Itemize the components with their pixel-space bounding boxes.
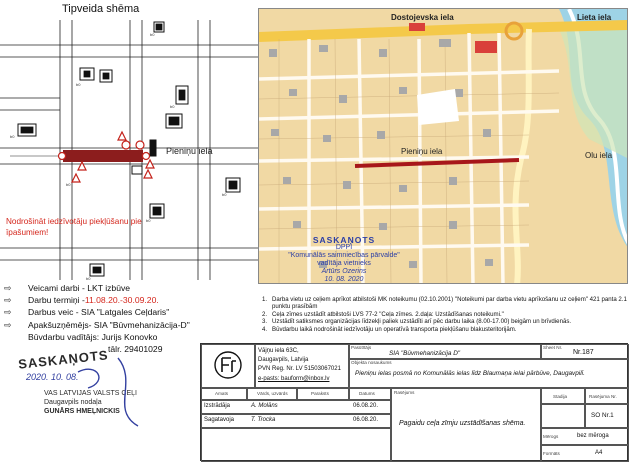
legend-row-dates [4,294,254,306]
work-zone [63,150,143,162]
scheme-diagram [0,0,258,285]
arrow-icon: ⇨ [4,307,12,318]
scheme-title: Tipveida shēma [62,3,140,15]
row-date: 06.08.20. [353,417,379,423]
svg-text:b0: b0 [86,276,91,281]
legend-row-works [4,282,254,294]
scheme-drawing [0,0,258,285]
row-role: Izstrādāja [204,403,231,409]
object-value: Pieniņu ielas posmā no Komunālās ielas līdz Blaumaņa ielai pārbūve, Daugavpilī. [355,370,585,377]
sheet-num-label: Sheet Nr. [543,345,563,350]
title-block [200,343,628,461]
legend-row-phone: tālr. 29401029 [108,344,163,355]
map-stamp-title: SASKAŅOTS [312,235,376,245]
svg-text:b0: b0 [150,32,155,37]
svg-text:b0: b0 [76,82,81,87]
empty-rows-cell [201,428,391,462]
map-stamp-date: 10. 08. 2020 [324,276,364,283]
format-label: Formāts [543,451,560,456]
note-item [262,326,628,333]
svg-text:b0: b0 [10,134,15,139]
sheet-label: Rasējuma Nr. [589,394,617,399]
svg-text:b0: b0 [66,182,71,187]
access-note: Nodrošināt iedzīvotāju piekļūšanu pie īpašumiem! [6,217,142,237]
scheme-street-label: Pieniņu iela [166,146,213,156]
map-stamp-text2: vadītāja vietnieks [317,260,371,267]
col-header-role: Amats [215,391,229,396]
legend-row-manager: Būvdarbu vadītājs: Jurijs Konovko [28,331,158,342]
legend-contractor-text: Darbus veic - SIA "Latgales Ceļdaris" [28,307,170,318]
map-label-lieta: Lieta iela [577,13,612,22]
svg-text:b0: b0 [222,192,227,197]
col-header-sign: Paraksts [311,391,329,396]
row-name: T. Trocka [251,417,276,423]
format-value: A4 [595,450,603,456]
note-number: 4. [262,325,268,333]
map-stamp-name: Artūrs Ozerins [321,268,367,275]
note-item [262,318,628,325]
map-label-olu: Olu iela [585,151,613,160]
arrow-icon: ⇨ [4,319,12,330]
legend-dates-value: 11.08.20.-30.09.20. [84,295,159,306]
arrow-icon: ⇨ [4,283,12,293]
drawing-label: Rasējums [394,390,415,395]
stamp-line-3: GUNĀRS HMEĻNICKIS [44,408,120,415]
stamp-line-2: Daugavpils nodaļa [44,399,102,406]
signature-scribble [18,352,156,430]
row-role: Sagatavoja [204,417,235,423]
company-email: e-pasts: bauform@inbox.lv [258,376,330,382]
note-text: Darba vietu uz ceļiem aprīkot atbilstoši MK noteikumu (02.10.2001) "Noteikumi par darba vietu aprīkošanu uz ceļiem" 421 panta 2.1 punktu prasībām [272,296,627,311]
scale-label: Mērogs [543,434,559,439]
svg-text:b0: b0 [146,218,151,223]
note-number: 1. [262,296,268,303]
note-item [262,311,628,318]
map-label-dostojevska: Dostojevska iela [391,13,454,22]
note-number: 3. [262,318,268,326]
legend-row-contractor [4,306,254,318]
map-stamp-org: DPPI [335,244,353,251]
approval-stamp-map [274,236,414,284]
note-item [262,296,628,311]
col-header-date: Datums [359,391,375,396]
drawing-title: Pagaidu ceļa zīmju uzstādīšanas shēma. [399,420,526,427]
sheet-value: SO Nr.1 [591,412,614,419]
company-logo-icon [213,350,243,380]
stage-label: Stadija [553,394,568,399]
legend-subcontractor-text: Apakšuzņēmējs- SIA "Būvmehanizācija-D" [28,319,190,330]
row-name: A. Molāns [251,403,278,409]
note-text: Uzstādīt satiksmes organizācijas līdzekļi paliek uzstādīti arī pēc darbu laika (8.00-17.00) beigām un brīvdienās. [272,318,572,326]
company-line: Daugavpils, Latvija [258,357,309,363]
notes-list [262,296,628,333]
legend-dates-prefix: Darbu termiņi - [28,295,85,306]
note-number: 2. [262,310,268,318]
client-value: SIA "Būvmehanizācija D" [389,350,461,357]
legend-row-subcontractor [4,319,254,331]
col-header-name: Vārds, uzvārds [257,391,288,396]
stamp-title: SASKAŅOTS [17,347,110,372]
svg-text:b0: b0 [170,104,175,109]
client-label: Pasūtītājs [351,345,372,350]
company-line: Vājņu iela 63C, [258,348,299,354]
map-stamp-text1: "Komunālās saimniecības pārvalde" [288,252,400,259]
object-label: Objekta nosaukums [351,360,392,365]
arrow-icon: ⇨ [4,295,12,306]
company-line: PVN Reg. Nr. LV 51503067021 [258,366,341,372]
map-label-pieninu: Pieniņu iela [401,147,443,156]
row-date: 06.08.20. [353,403,379,409]
scale-value: bez mēroga [577,433,609,439]
stage-value-cell [541,404,585,428]
note-text: Būvdarbu laikā nodrošināt iedzīvotāju un operatīvā transporta piekļūšanu blakusteritorijām. [272,325,517,333]
sheet-num-value: Nr.187 [573,349,594,356]
stamp-date: 2020. 10. 08. [26,372,79,382]
stamp-line-1: VAS LATVIJAS VALSTS CEĻI [44,390,137,397]
legend-works-text: Veicami darbi - LKT izbūve [28,283,131,293]
note-text: Ceļa zīmes uzstādīt atbilstoši LVS 77-2 "Ceļa zīmes. 2.daļa: Uzstādīšanas noteikumi." [272,310,504,318]
